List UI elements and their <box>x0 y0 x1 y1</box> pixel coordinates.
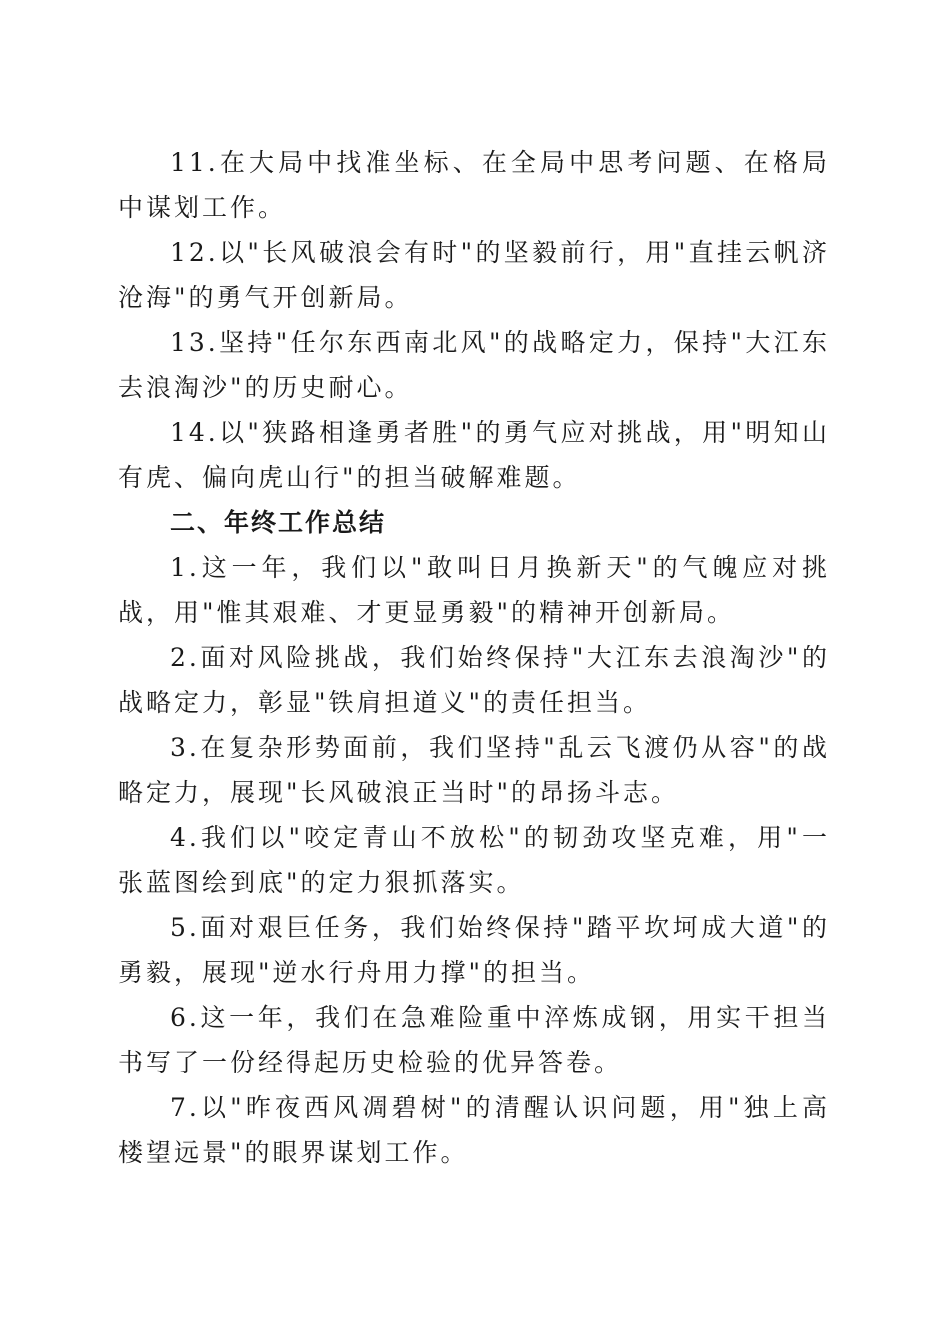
list-item: 14.以"狭路相逢勇者胜"的勇气应对挑战，用"明知山有虎、偏向虎山行"的担当破解难题。 <box>118 418 830 492</box>
list-item: 2.面对风险挑战，我们始终保持"大江东去浪淘沙"的战略定力，彰显"铁肩担道义"的责任担当。 <box>118 643 830 717</box>
list-item: 4.我们以"咬定青山不放松"的韧劲攻坚克难，用"一张蓝图绘到底"的定力狠抓落实。 <box>118 823 830 897</box>
list-item: 3.在复杂形势面前，我们坚持"乱云飞渡仍从容"的战略定力，展现"长风破浪正当时"的昂扬斗志。 <box>118 733 830 807</box>
document-body <box>118 140 830 1175</box>
section-heading: 二、年终工作总结 <box>170 508 387 537</box>
list-item: 13.坚持"任尔东西南北风"的战略定力，保持"大江东去浪淘沙"的历史耐心。 <box>118 328 830 402</box>
list-item: 5.面对艰巨任务，我们始终保持"踏平坎坷成大道"的勇毅，展现"逆水行舟用力撑"的担当。 <box>118 913 830 987</box>
list-item: 1.这一年，我们以"敢叫日月换新天"的气魄应对挑战，用"惟其艰难、才更显勇毅"的精神开创新局。 <box>118 553 830 627</box>
list-item: 7.以"昨夜西风凋碧树"的清醒认识问题，用"独上高楼望远景"的眼界谋划工作。 <box>118 1093 830 1167</box>
list-item: 12.以"长风破浪会有时"的坚毅前行，用"直挂云帆济沧海"的勇气开创新局。 <box>118 238 830 312</box>
list-item: 6.这一年，我们在急难险重中淬炼成钢，用实干担当书写了一份经得起历史检验的优异答卷。 <box>118 1003 830 1077</box>
list-item: 11.在大局中找准坐标、在全局中思考问题、在格局中谋划工作。 <box>118 148 830 222</box>
